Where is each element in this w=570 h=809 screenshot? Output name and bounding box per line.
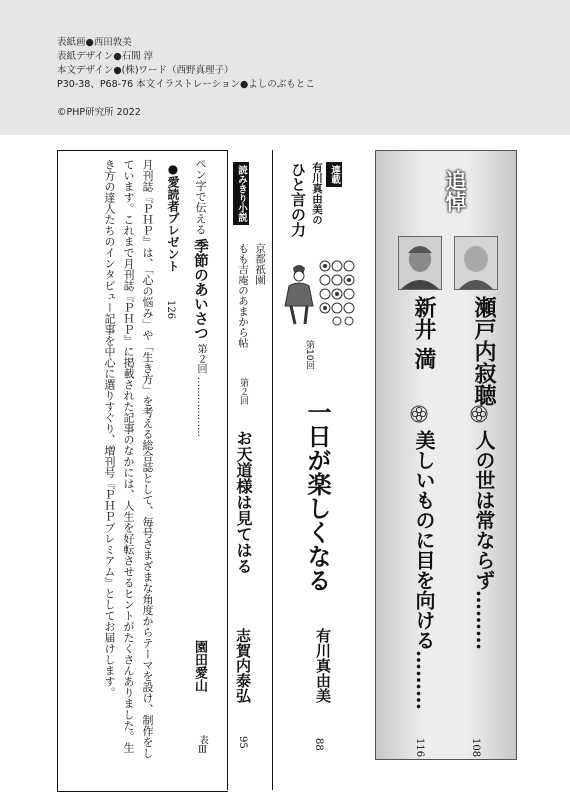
serial-round: 第10回 (304, 340, 314, 370)
credit-cover-design: 表紙デザイン●石間 淳 (57, 51, 154, 62)
serial-page: 88 (313, 738, 324, 751)
serial-tag: 連載 (326, 162, 342, 187)
penji-title: 季節のあいさつ (192, 238, 209, 340)
credit-cover-painting: 表紙画●西田敦美 (57, 37, 132, 48)
reader-present-page: 126 (165, 300, 176, 320)
novel-author: 志賀内泰弘 (234, 628, 252, 703)
magazine-description: 月刊誌『ＰＨＰ』は、「心の悩み」や「生き方」を考える総合誌として、毎号さまざまな角度からテーマを設け、制作をしています。これまで月刊誌『ＰＨＰ』に掲載された記事のなかには、人生を好転させるヒントがたくさんありました。生き方の達人たちのインタビュー記事を中心に選りすぐり、増刊号『ＰＨＰプレミアム』としてお届けします。 (103, 159, 154, 759)
arai-page: 116 (414, 738, 425, 758)
flower-ornament-icon (410, 405, 428, 423)
setouchi-photo (454, 236, 498, 290)
copyright: ©PHP研究所 2022 (57, 107, 141, 118)
novel-title: お天道様は見てはる (234, 430, 253, 574)
penji-author: 園田愛山 (192, 640, 207, 692)
setouchi-name: 瀬戸内寂聴 (471, 296, 497, 406)
setouchi-article-title: 人の世は常ならず……… (472, 430, 496, 650)
novel-tag: 読みきり小説 (233, 162, 249, 225)
novel-subtitle-a: 京都祇園 (254, 243, 266, 285)
credit-body-design: 本文デザイン●(株)ワード（西野真理子） (57, 65, 234, 76)
novel-round: 第２回 (238, 378, 248, 405)
column-divider-1 (227, 150, 228, 790)
novel-page: 95 (237, 736, 248, 749)
penji-page: 表Ⅲ (197, 735, 208, 756)
serial-author-line: 有川真由美の (311, 162, 323, 225)
memorial-label: 追悼 (443, 170, 468, 212)
penji-dots: ……………… (195, 377, 206, 437)
setouchi-page: 108 (470, 738, 481, 758)
serial-author: 有川真由美 (314, 628, 332, 703)
novel-subtitle-b: もも吉庵のあまから帖 (237, 243, 249, 348)
serial-series-title: ひと言の力 (289, 162, 307, 237)
flower-ornament-icon (470, 405, 488, 423)
penji-heading (190, 158, 211, 437)
credits-panel (0, 0, 570, 135)
arai-article-title: 美しいものに目を向ける……… (412, 430, 436, 710)
column-divider-2 (272, 150, 273, 790)
arai-name: 新井 満 (411, 296, 437, 370)
penji-prefix: ペン字で伝える (194, 158, 207, 235)
dots-illustration (275, 258, 360, 328)
penji-round: 第２回 (195, 343, 206, 374)
serial-title: 一日が楽しくなる (303, 400, 332, 592)
credit-illustration: P30-38、P68-76 本文イラストレーション●よしのぶもとこ (57, 79, 315, 90)
reader-present-label: ●愛読者プレゼント (166, 162, 180, 272)
arai-photo (398, 236, 442, 290)
